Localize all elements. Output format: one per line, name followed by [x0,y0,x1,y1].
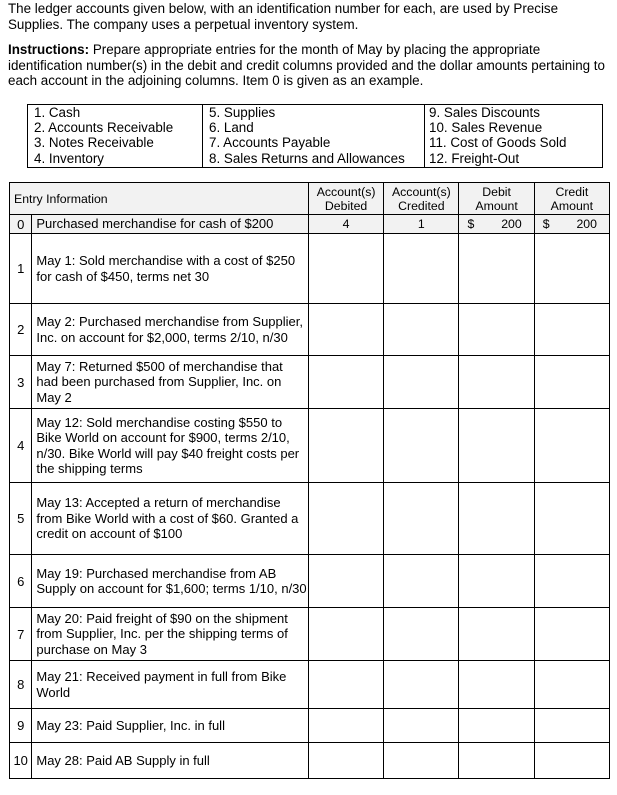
credit-amount-cell[interactable] [534,483,609,555]
credit-amount-cell[interactable] [534,409,609,483]
entry-row [10,483,610,555]
account-item: 9. Sales Discounts [429,105,540,120]
header-entry-information: Entry Information [10,183,309,215]
credit-amount-cell[interactable] [534,215,609,234]
entry-description: May 23: Paid Supplier, Inc. in full [32,709,309,743]
instructions-paragraph [8,42,608,89]
entry-row [10,234,610,304]
debit-amount-cell[interactable] [459,709,534,743]
account-item: 4. Inventory [34,150,104,166]
entry-number: 9 [10,709,32,743]
debit-amount-cell[interactable] [459,555,534,608]
credit-amount-cell[interactable] [534,356,609,409]
accounts-credited-cell[interactable] [384,709,459,743]
account-item: 12. Freight-Out [429,150,520,166]
account-item: 10. Sales Revenue [429,120,543,136]
entry-description: May 1: Sold merchandise with a cost of $250 for cash of $450, terms net 30 [32,234,309,304]
entry-row [10,304,610,356]
entry-description: May 12: Sold merchandise costing $550 to Bike World on account for $900, terms 2/10, n/30. Bike World will pay $40 freight costs per the shipping terms [32,409,309,483]
currency-symbol: $ [467,217,475,231]
entry-row [10,661,610,709]
example-row [10,215,610,234]
debit-amount-cell[interactable] [459,215,534,234]
entry-description: May 28: Paid AB Supply in full [32,743,309,779]
entry-number: 10 [10,743,32,779]
entry-row [10,555,610,608]
accounts-debited-cell[interactable] [308,661,383,709]
entry-description: May 13: Accepted a return of merchandise from Bike World with a cost of $60. Granted a credit on account of $100 [32,483,309,555]
credit-amount-cell[interactable] [534,661,609,709]
header-debit-amount: Debit Amount [459,183,534,215]
accounts-credited-cell[interactable] [384,743,459,779]
entry-number: 0 [10,215,32,234]
debit-amount-cell[interactable] [459,743,534,779]
accounts-debited-cell[interactable] [308,608,383,661]
account-item: 2. Accounts Receivable [34,120,174,136]
intro-paragraph: The ledger accounts given below, with an identification number for each, are used by Precise Supplies. The company uses a perpetual inventory system. [8,1,559,32]
accounts-credited-cell[interactable] [384,356,459,409]
accounts-credited-cell[interactable] [384,661,459,709]
accounts-debited-cell[interactable] [308,304,383,356]
debit-amount-cell[interactable] [459,661,534,709]
account-item: 3. Notes Receivable [34,135,154,151]
entry-number: 1 [10,234,32,304]
debit-amount-cell[interactable] [459,483,534,555]
account-item: 7. Accounts Payable [209,135,331,151]
credit-amount-cell[interactable] [534,234,609,304]
credit-amount-cell[interactable] [534,709,609,743]
accounts-debited-cell[interactable] [308,234,383,304]
accounts-debited-cell[interactable]: 4 [308,215,383,234]
account-item: 11. Cost of Goods Sold [429,135,567,151]
instructions-text: Prepare appropriate entries for the month of May by placing the appropriate identification number(s) in the debit and credit columns provided and the dollar amounts pertaining to each account in the adjoining columns. Item 0 is given as an example. [8,42,605,88]
accounts-column-1 [28,105,203,168]
currency-symbol: $ [542,217,550,231]
accounts-column-2 [203,105,425,168]
entry-number: 2 [10,304,32,356]
entry-row [10,709,610,743]
entries-table [9,182,610,779]
entry-description: May 7: Returned $500 of merchandise that had been purchased from Supplier, Inc. on May 2 [32,356,309,409]
debit-amount-cell[interactable] [459,304,534,356]
accounts-debited-cell[interactable] [308,483,383,555]
accounts-debited-cell[interactable] [308,743,383,779]
account-item: 1. Cash [34,105,81,120]
accounts-table [27,104,603,168]
account-item: 8. Sales Returns and Allowances [209,150,405,166]
amount-value: 200 [501,217,522,231]
credit-amount-cell[interactable] [534,743,609,779]
credit-amount-cell[interactable] [534,304,609,356]
entry-description: May 20: Paid freight of $90 on the shipment from Supplier, Inc. per the shipping terms of purchase on May 3 [32,608,309,661]
account-item: 6. Land [209,120,254,136]
accounts-credited-cell[interactable] [384,409,459,483]
entry-number: 4 [10,409,32,483]
entry-number: 7 [10,608,32,661]
accounts-credited-cell[interactable] [384,483,459,555]
credit-amount-cell[interactable] [534,608,609,661]
header-accounts-credited: Account(s) Credited [384,183,459,215]
accounts-debited-cell[interactable] [308,709,383,743]
entry-row [10,356,610,409]
accounts-column-3 [425,105,603,168]
entry-number: 6 [10,555,32,608]
accounts-credited-cell[interactable] [384,234,459,304]
amount-value: 200 [576,217,597,231]
header-credit-amount: Credit Amount [534,183,609,215]
header-accounts-debited: Account(s) Debited [308,183,383,215]
account-item: 5. Supplies [209,105,276,120]
header-row [10,183,610,215]
accounts-credited-cell[interactable] [384,555,459,608]
entry-description: May 19: Purchased merchandise from AB Supply on account for $1,600; terms 1/10, n/30 [32,555,309,608]
entry-row [10,743,610,779]
entry-description: Purchased merchandise for cash of $200 [32,215,309,234]
accounts-credited-cell[interactable]: 1 [384,215,459,234]
entry-row [10,608,610,661]
debit-amount-cell[interactable] [459,409,534,483]
accounts-debited-cell[interactable] [308,356,383,409]
entry-description: May 2: Purchased merchandise from Supplier, Inc. on account for $2,000, terms 2/10, n/30 [32,304,309,356]
debit-amount-cell[interactable] [459,608,534,661]
credit-amount-cell[interactable] [534,555,609,608]
entry-description: May 21: Received payment in full from Bike World [32,661,309,709]
entry-number: 8 [10,661,32,709]
accounts-credited-cell[interactable] [384,608,459,661]
entry-row [10,409,610,483]
accounts-credited-cell[interactable] [384,304,459,356]
instructions-label: Instructions: [8,42,90,57]
accounts-debited-cell[interactable] [308,409,383,483]
debit-amount-cell[interactable] [459,234,534,304]
debit-amount-cell[interactable] [459,356,534,409]
entry-number: 5 [10,483,32,555]
accounts-debited-cell[interactable] [308,555,383,608]
entry-number: 3 [10,356,32,409]
